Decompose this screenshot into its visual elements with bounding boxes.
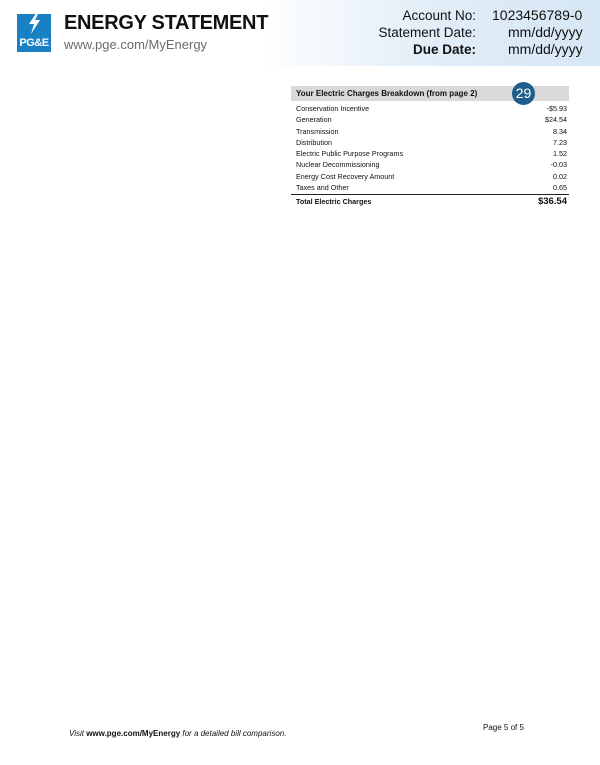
footer-visit-note [69,729,286,738]
charge-value: 7.23 [553,137,567,147]
charge-row [291,182,569,193]
charge-value: 1.52 [553,149,567,159]
account-meta-labels [378,7,476,58]
charge-row [291,159,569,170]
charge-label: Electric Public Purpose Programs [296,149,404,159]
charge-value: -0.03 [550,160,567,170]
account-number-label: Account No: [402,8,476,23]
visit-prefix: Visit [69,729,87,738]
logo-letters: PG&E [19,37,49,49]
charge-value: 8.34 [553,126,567,136]
reference-badge: 29 [512,82,535,105]
total-row [291,194,569,207]
breakdown-rows [291,101,569,193]
charge-label: Generation [296,115,332,125]
charge-row [291,114,569,125]
charge-label: Distribution [296,137,332,147]
statement-date-value: mm/dd/yyyy [508,24,583,40]
statement-date-label: Statement Date: [378,25,476,40]
charge-label: Nuclear Decommissioning [296,160,380,170]
charge-label: Transmission [296,126,339,136]
total-label: Total Electric Charges [296,197,372,207]
account-meta-values [492,7,583,58]
charge-label: Conservation Incentive [296,104,370,113]
charge-value: -$5.93 [546,104,567,113]
total-value: $36.54 [537,196,567,208]
lightning-bolt-icon [26,14,42,34]
visit-suffix: for a detailed bill comparison. [180,729,287,738]
charge-row [291,103,569,114]
pge-logo [17,14,51,52]
statement-header [0,0,600,66]
charge-row [291,126,569,137]
charge-value: $24.54 [545,115,567,125]
charge-row [291,137,569,148]
due-date-label: Due Date: [412,42,476,57]
breakdown-header [291,86,569,101]
page-number: Page 5 of 5 [483,723,524,732]
charge-label: Taxes and Other [296,183,349,193]
breakdown-title: Your Electric Charges Breakdown (from page 2) [296,89,478,98]
charge-value: 0.02 [553,171,567,181]
due-date-value: mm/dd/yyyy [508,41,583,57]
account-number-value: 1023456789-0 [492,7,583,23]
footer-link[interactable]: www.pge.com/MyEnergy [86,729,181,738]
header-url[interactable]: www.pge.com/MyEnergy [64,37,208,52]
charge-value: 0.65 [553,183,567,193]
electric-charges-breakdown [291,86,569,207]
charge-row [291,148,569,159]
charge-row [291,171,569,182]
charge-label: Energy Cost Recovery Amount [296,171,395,181]
page-title: ENERGY STATEMENT [64,12,269,34]
